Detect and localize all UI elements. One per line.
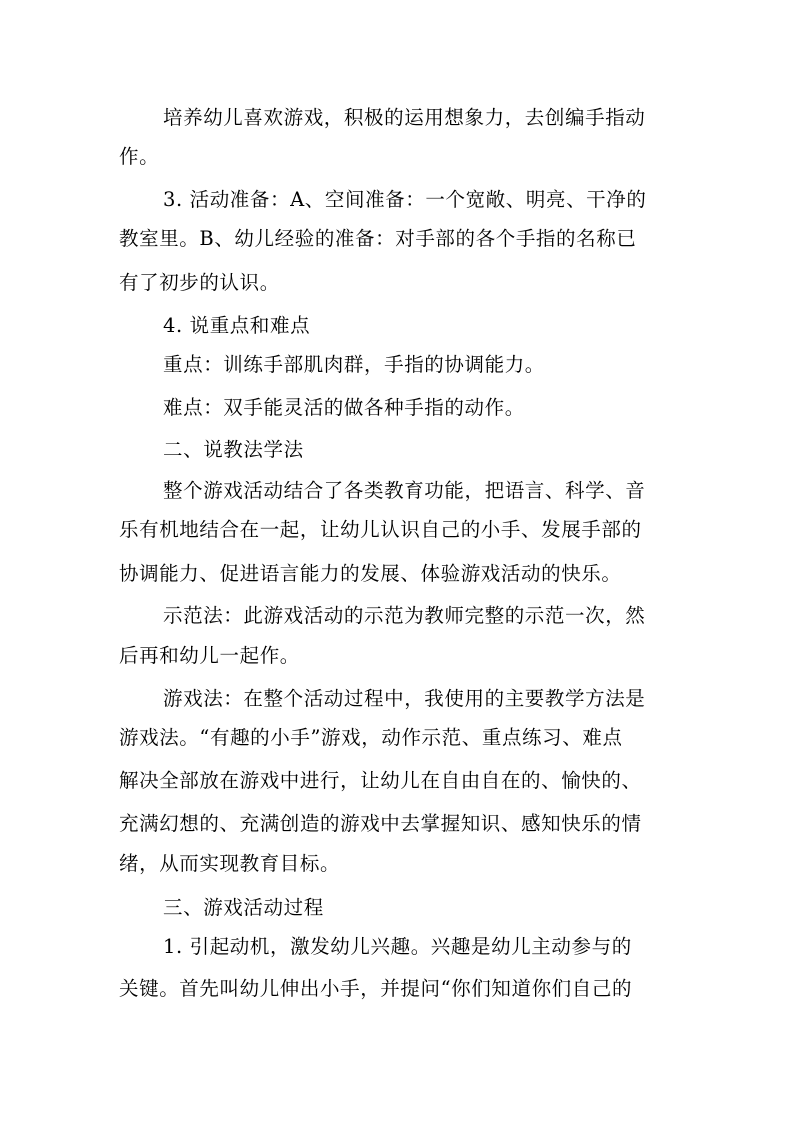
text-line: 整个游戏活动结合了各类教育功能，把语言、科学、音: [163, 479, 646, 502]
text-line: 作。: [119, 145, 160, 168]
text-line: 难点：双手能灵活的做各种手指的动作。: [163, 396, 525, 419]
text-line: 绪，从而实现教育目标。: [119, 852, 341, 875]
text-line: 关键。首先叫幼儿伸出小手，并提问“你们知道你们自己的: [119, 977, 633, 1000]
text-line: 有了初步的认识。: [119, 271, 280, 294]
text-line: 3. 活动准备：A、空间准备：一个宽敞、明亮、干净的: [163, 188, 647, 211]
text-line: 1. 引起动机，激发幼儿兴趣。兴趣是幼儿主动参与的: [163, 935, 632, 958]
text-line: 后再和幼儿一起作。: [119, 644, 300, 667]
section-heading: 二、说教法学法: [163, 438, 304, 461]
section-heading: 4. 说重点和难点: [163, 314, 311, 337]
text-line: 游戏法：在整个活动过程中，我使用的主要教学方法是: [163, 687, 646, 710]
section-heading: 三、游戏活动过程: [163, 896, 324, 919]
text-line: 乐有机地结合在一起，让幼儿认识自己的小手、发展手部的: [119, 518, 642, 541]
text-line: 重点：训练手部肌肉群，手指的协调能力。: [163, 353, 545, 376]
text-line: 协调能力、促进语言能力的发展、体验游戏活动的快乐。: [119, 562, 622, 585]
text-line: 培养幼儿喜欢游戏，积极的运用想象力，去创编手指动: [163, 106, 646, 129]
text-line: 教室里。B、幼儿经验的准备：对手部的各个手指的名称已: [119, 227, 637, 250]
text-line: 充满幻想的、充满创造的游戏中去掌握知识、感知快乐的情: [119, 812, 642, 835]
text-line: 示范法：此游戏活动的示范为教师完整的示范一次，然: [163, 604, 646, 627]
text-line: 游戏法。“有趣的小手”游戏，动作示范、重点练习、难点: [119, 726, 623, 749]
text-line: 解决全部放在游戏中进行，让幼儿在自由自在的、愉快的、: [119, 769, 642, 792]
